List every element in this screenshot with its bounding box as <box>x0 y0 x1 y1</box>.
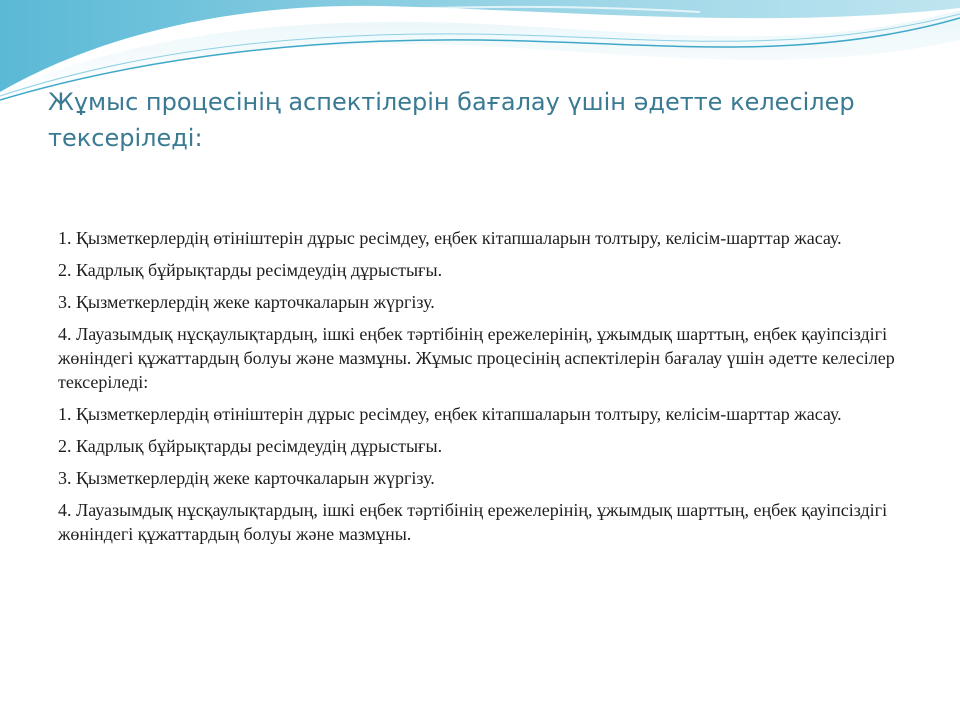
paragraph: 1. Қызметкерлердің өтініштерін дұрыс ресімдеу, еңбек кітапшаларын толтыру, келісім-шарттар жасау. <box>58 228 842 248</box>
paragraph: 3. Қызметкерлердің жеке карточкаларын жүргізу. <box>58 292 435 312</box>
paragraph: 4. Лауазымдық нұсқаулықтардың, ішкі еңбек тәртібінің ережелерінің, ұжымдық шарттың, еңбек қауіпсіздігі жөніндегі құжаттардың болуы және мазмұны. <box>58 500 888 544</box>
paragraph: 4. Лауазымдық нұсқаулықтардың, ішкі еңбек тәртібінің ережелерінің, ұжымдық шарттың, еңбек қауіпсіздігі жөніндегі құжаттардың болуы және мазмұны. Жұмыс процесінің аспектілерін бағалау үшін әдетте келесілер тексеріледі: <box>58 324 895 392</box>
paragraph: 2. Кадрлық бұйрықтарды ресімдеудің дұрыстығы. <box>58 436 443 456</box>
slide-title: Жұмыс процесінің аспектілерін бағалау үшін әдетте келесілер тексеріледі: <box>48 88 855 152</box>
paragraph: 1. Қызметкерлердің өтініштерін дұрыс ресімдеу, еңбек кітапшаларын толтыру, келісім-шарттар жасау. <box>58 404 842 424</box>
paragraph: 2. Кадрлық бұйрықтарды ресімдеудің дұрыстығы. <box>58 260 443 280</box>
paragraph: 3. Қызметкерлердің жеке карточкаларын жүргізу. <box>58 468 435 488</box>
slide-body <box>58 226 908 554</box>
